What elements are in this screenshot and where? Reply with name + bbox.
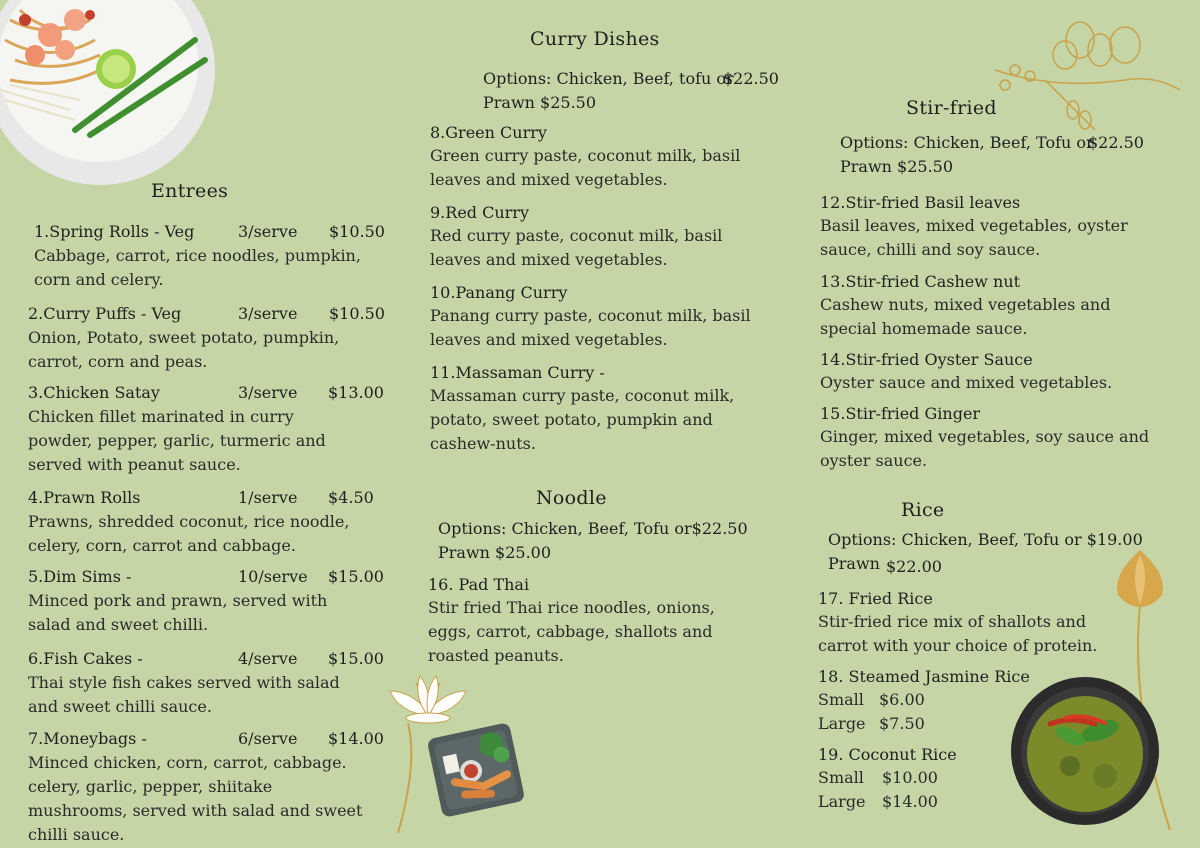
stirfried-list	[820, 192, 1165, 473]
stirfried-item	[820, 271, 1165, 341]
item-name: 8.Green Curry	[430, 123, 547, 142]
entree-item	[28, 383, 400, 477]
options-prawn-price: $22.00	[886, 557, 942, 576]
item-name: 15.Stir-fried Ginger	[820, 404, 981, 423]
options-text: Options: Chicken, Beef, Tofu or $19.00	[828, 530, 1143, 549]
item-qty: 10/serve	[238, 567, 308, 586]
rice-list	[818, 588, 1148, 814]
item-price: $4.50	[328, 488, 374, 507]
noodle-title: Noodle	[536, 487, 607, 509]
orchid-branch-icon	[985, 10, 1185, 140]
item-price: $10.50	[329, 304, 385, 323]
options-text: Options: Chicken, Beef, Tofu or	[840, 133, 1094, 152]
item-name: 18. Steamed Jasmine Rice	[818, 667, 1030, 686]
item-name: 4.Prawn Rolls	[28, 488, 141, 507]
item-qty: 4/serve	[238, 649, 298, 668]
curry-item	[430, 362, 775, 456]
item-name: 3.Chicken Satay	[28, 383, 160, 402]
item-desc: Red curry paste, coconut milk, basil leaves and mixed vegetables.	[430, 226, 723, 269]
item-desc: Stir fried Thai rice noodles, onions, eggs, carrot, cabbage, shallots and roasted peanuts.	[428, 598, 715, 665]
item-desc: Cashew nuts, mixed vegetables and special homemade sauce.	[820, 295, 1111, 338]
rice-item	[818, 666, 1148, 736]
item-price: $14.00	[328, 729, 384, 748]
size-price: $10.00	[882, 768, 938, 787]
noodle-options	[438, 517, 758, 565]
item-name: 6.Fish Cakes -	[28, 649, 143, 668]
item-name: 17. Fried Rice	[818, 589, 933, 608]
item-name: 2.Curry Puffs - Veg	[28, 304, 182, 323]
item-desc: Thai style fish cakes served with salad and sweet chilli sauce.	[28, 673, 340, 716]
curry-item	[430, 202, 775, 272]
item-name: 11.Massaman Curry -	[430, 363, 605, 382]
item-desc: Green curry paste, coconut milk, basil leaves and mixed vegetables.	[430, 146, 741, 189]
curry-options	[483, 67, 783, 115]
stirfried-item	[820, 192, 1165, 262]
item-desc: Minced pork and prawn, served with salad and sweet chilli.	[28, 591, 328, 634]
item-name: 14.Stir-fried Oyster Sauce	[820, 350, 1033, 369]
options-price: $22.50	[1088, 133, 1144, 152]
noodle-list	[428, 574, 758, 668]
size-label: Small	[818, 768, 864, 787]
item-desc: Panang curry paste, coconut milk, basil leaves and mixed vegetables.	[430, 306, 751, 349]
item-qty: 3/serve	[238, 383, 298, 402]
item-qty: 3/serve	[238, 222, 298, 241]
item-name: 12.Stir-fried Basil leaves	[820, 193, 1021, 212]
item-desc: Oyster sauce and mixed vegetables.	[820, 373, 1113, 392]
noodle-item	[428, 574, 758, 668]
rice-item	[818, 744, 1148, 814]
item-desc: Massaman curry paste, coconut milk, potato, sweet potato, pumpkin and cashew-nuts.	[430, 386, 735, 453]
item-qty: 3/serve	[238, 304, 298, 323]
size-label: Large	[818, 714, 866, 733]
options-text: Options: Chicken, Beef, tofu or	[483, 69, 734, 88]
entree-item	[28, 567, 400, 637]
entree-item	[34, 222, 400, 292]
item-price: $15.00	[328, 567, 384, 586]
options-text: Options: Chicken, Beef, Tofu or$22.50	[438, 519, 748, 538]
item-desc: Onion, Potato, sweet potato, pumpkin, carrot, corn and peas.	[28, 328, 340, 371]
item-price: $15.00	[328, 649, 384, 668]
item-desc: Minced chicken, corn, carrot, cabbage. celery, garlic, pepper, shiitake mushrooms, served with salad and sweet chilli sauce.	[28, 753, 363, 844]
entree-item	[28, 304, 400, 374]
entree-item	[28, 488, 400, 558]
item-desc: Ginger, mixed vegetables, soy sauce and oyster sauce.	[820, 427, 1150, 470]
curry-title: Curry Dishes	[530, 28, 660, 50]
rice-options	[828, 528, 1148, 578]
options-prawn: Prawn	[828, 554, 880, 573]
item-name: 7.Moneybags -	[28, 729, 147, 748]
item-name: 16. Pad Thai	[428, 575, 530, 594]
rice-title: Rice	[901, 499, 945, 521]
stirfried-item	[820, 403, 1165, 473]
item-desc: Stir-fried rice mix of shallots and carrot with your choice of protein.	[818, 612, 1098, 655]
stirfried-title: Stir-fried	[906, 97, 997, 119]
item-name: 9.Red Curry	[430, 203, 529, 222]
curry-item	[430, 282, 775, 352]
size-price: $7.50	[879, 714, 925, 733]
curry-item	[430, 122, 775, 192]
stirfried-options	[840, 131, 1150, 179]
item-name: 10.Panang Curry	[430, 283, 568, 302]
item-price: $13.00	[328, 383, 384, 402]
entrees-title: Entrees	[151, 180, 229, 202]
item-name: 5.Dim Sims -	[28, 567, 132, 586]
item-desc: Prawns, shredded coconut, rice noodle, celery, corn, carrot and cabbage.	[28, 512, 350, 555]
size-label: Large	[818, 792, 866, 811]
item-price: $10.50	[329, 222, 385, 241]
size-price: $6.00	[879, 690, 925, 709]
rice-item	[818, 588, 1148, 658]
size-price: $14.00	[882, 792, 938, 811]
options-price: $22.50	[723, 69, 779, 88]
item-qty: 6/serve	[238, 729, 298, 748]
curry-list	[430, 122, 775, 466]
item-name: 13.Stir-fried Cashew nut	[820, 272, 1021, 291]
options-prawn: Prawn $25.50	[840, 157, 954, 176]
item-desc: Basil leaves, mixed vegetables, oyster sauce, chilli and soy sauce.	[820, 216, 1128, 259]
size-label: Small	[818, 690, 864, 709]
options-prawn: Prawn $25.00	[438, 543, 552, 562]
item-qty: 1/serve	[238, 488, 298, 507]
pad-thai-plate-image	[0, 0, 220, 190]
stirfried-item	[820, 349, 1165, 395]
spring-rolls-tray-image	[426, 720, 526, 820]
item-desc: Cabbage, carrot, rice noodles, pumpkin, corn and celery.	[34, 246, 361, 289]
item-name: 19. Coconut Rice	[818, 745, 957, 764]
options-prawn: Prawn $25.50	[483, 93, 597, 112]
entree-item	[28, 649, 400, 719]
item-desc: Chicken fillet marinated in curry powder, pepper, garlic, turmeric and served with peanut sauce.	[28, 407, 326, 474]
entree-item	[28, 729, 400, 847]
item-name: 1.Spring Rolls - Veg	[34, 222, 195, 241]
